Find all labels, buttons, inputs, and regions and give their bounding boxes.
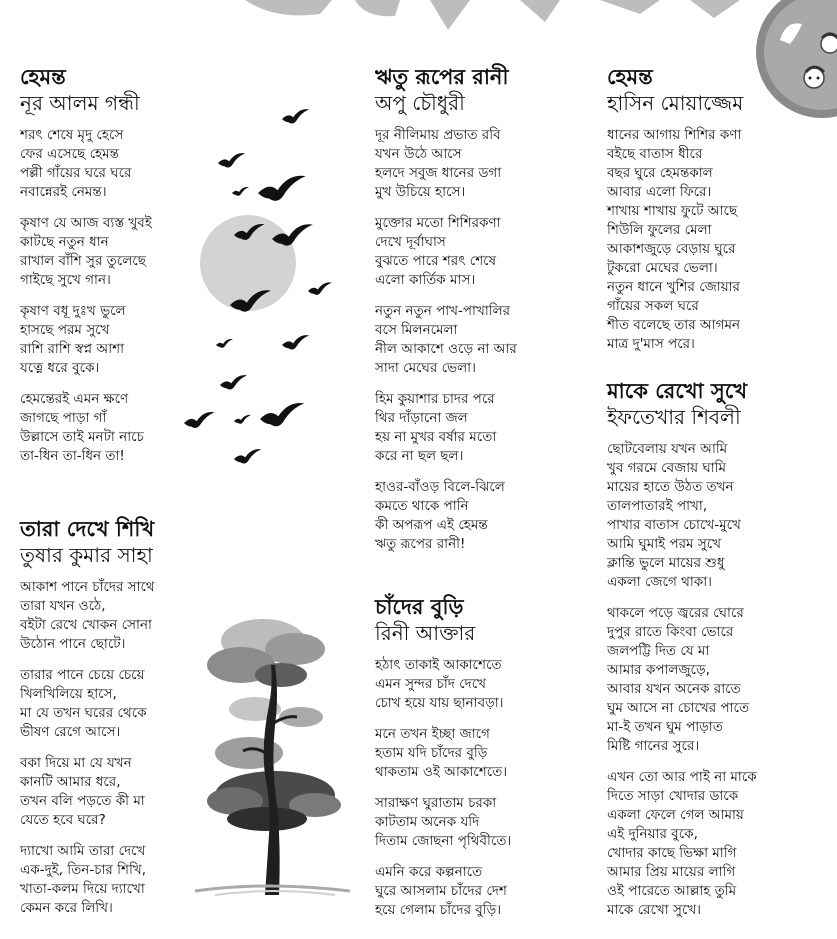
poem-line: দুপুর রাতে কিংবা ভোরে xyxy=(607,624,734,640)
poem-line: যেতে হবে ঘরে? xyxy=(20,812,106,828)
poem-line: নতুন ধানে খুশির জোয়ার xyxy=(607,279,740,295)
poem-line: দ্যাখো আমি তারা দেখে xyxy=(20,843,146,859)
poem-title: তারা দেখে শিখি xyxy=(20,517,155,541)
poem-line: উঠোন পানে ছোটে। xyxy=(20,636,126,652)
poem-line: গাইছে সুখে গান। xyxy=(20,272,111,288)
bird-icon xyxy=(184,412,215,428)
poem-line: বইটা রেখে খোকন সোনা xyxy=(20,617,152,633)
poem-hemanta-2 xyxy=(607,64,743,366)
poem-line: তা-ধিন তা-ধিন তা! xyxy=(20,448,125,464)
poem-line: ছোটবেলায় যখন আমি xyxy=(607,441,728,457)
poem-line: শিউলি ফুলের মেলা xyxy=(607,222,712,238)
bird-icon xyxy=(218,153,245,167)
poem-line: মনে তখন ইচ্ছা জাগে xyxy=(375,726,490,742)
poem-line: ক্লান্তি ভুলে মায়ের শুধু xyxy=(607,555,725,571)
poem-author: নূর আলম গন্ধী xyxy=(20,91,140,115)
poem-title: হেমন্ত xyxy=(20,65,66,89)
poem-line: এই দুনিয়ার বুকে, xyxy=(607,826,698,842)
poem-line: দিতাম জোছনা পৃথিবীতে। xyxy=(375,833,512,849)
bird-icon xyxy=(260,403,304,426)
poem-line: দেখে দূর্বাঘাস xyxy=(375,234,446,250)
stanza xyxy=(20,578,155,654)
poem-line: আবার এলো ফিরে। xyxy=(607,184,712,200)
poem-line: বছর ঘুরে হেমন্তকাল xyxy=(607,165,713,181)
poem-author: রিনী আক্তার xyxy=(375,621,476,645)
stanza xyxy=(375,725,511,782)
poem-line: আমার প্রিয় মায়ের লাগি xyxy=(607,864,736,880)
bird-icon xyxy=(234,449,261,463)
poem-line: কমতে থাকে পানি xyxy=(375,498,469,514)
poem-line: ফের এসেছে হেমন্ত xyxy=(20,146,119,162)
poem-line: হেমন্তেরই এমন ক্ষণে xyxy=(20,391,129,407)
poem-line: নতুন নতুন পাখ-পাখালির xyxy=(375,303,511,319)
poem-line: ঘুরে আসলাম চাঁদের দেশ xyxy=(375,883,507,899)
poem-author: তুষার কুমার সাহা xyxy=(20,543,153,567)
poem-line: সাদা মেঘের ভেলা। xyxy=(375,360,476,376)
poem-line: জাগছে পাড়া গাঁ xyxy=(20,410,107,426)
poem-title: হেমন্ত xyxy=(607,65,653,89)
poem-line: খোদার কাছে ভিক্ষা মাগি xyxy=(607,845,737,861)
poem-line: তারার পানে চেয়ে চেয়ে xyxy=(20,667,145,683)
poem-line: টুকরো মেঘের ভেলা। xyxy=(607,260,718,276)
poem-line: যত্নে ধরে বুকে। xyxy=(20,360,100,376)
bird-icon xyxy=(216,339,233,348)
poem-line: বইছে বাতাস ধীরে xyxy=(607,146,703,162)
poem-line: শরৎ শেষে মৃদু হেসে xyxy=(20,127,124,143)
poem-line: হিম কুয়াশার চাদর পরে xyxy=(375,391,495,407)
poem-line: সারাক্ষণ ঘুরাতাম চরকা xyxy=(375,795,497,811)
poem-line: একলা ফেলে গেল আমায় xyxy=(607,807,744,823)
poem-line: ওই পারেতে আল্লাহ তুমি xyxy=(607,883,737,899)
poem-line: হলদে সবুজ ধানের ডগা xyxy=(375,165,502,181)
poem-line: রাশি রাশি স্বপ্ন আশা xyxy=(20,341,125,357)
poem-chander-buri xyxy=(375,594,511,932)
bird-icon xyxy=(308,282,332,295)
poem-line: আকাশজুড়ে বেড়ায় ঘুরে xyxy=(607,241,736,257)
stanza xyxy=(375,390,517,466)
poem-line: রাখাল বাঁশি সুর তুলেছে xyxy=(20,253,146,269)
poem-line: থির দাঁড়ানো জল xyxy=(375,410,468,426)
poem-line: কৃষাণ যে আজ ব্যস্ত খুবই xyxy=(20,215,152,231)
header-banner-shapes xyxy=(0,0,837,40)
poem-title: ঋতু রূপের রানী xyxy=(375,65,509,89)
stanza xyxy=(375,794,511,851)
poem-author: ইফতেখার শিবলী xyxy=(607,405,741,429)
poem-line: হাওর-বাঁওড় বিলে-ঝিলে xyxy=(375,479,505,495)
poem-line: শাখায় শাখায় ফুটে আছে xyxy=(607,203,738,219)
poem-line: এক-দুই, তিন-চার শিখি, xyxy=(20,862,146,878)
poem-line: তারা যখন ওঠে, xyxy=(20,598,106,614)
bird-icon xyxy=(282,335,309,349)
poem-line: চোখ হয়ে যায় ছানাবড়া। xyxy=(375,695,504,711)
poem-line: মিষ্টি গানের সুরে। xyxy=(607,738,700,754)
poem-tara-dekhe-shikhi xyxy=(20,516,155,930)
kids-badge xyxy=(750,0,837,120)
poem-line: থাকতাম ওই আকাশেতে। xyxy=(375,764,508,780)
stanza xyxy=(20,126,152,202)
poem-title: চাঁদের বুড়ি xyxy=(375,595,464,619)
poem-line: শীত বলেছে তার আগমন xyxy=(607,317,741,333)
poem-ritu-ruper-rani xyxy=(375,64,517,566)
poem-line: করে না ছল ছল। xyxy=(375,448,464,464)
stanza xyxy=(20,842,155,918)
poem-line: থাকলে পড়ে জ্বরের ঘোরে xyxy=(607,605,744,621)
stanza xyxy=(20,302,152,378)
stanza xyxy=(375,214,517,290)
stanza xyxy=(20,214,152,290)
poem-line: আমি ঘুমাই পরম সুখে xyxy=(607,536,722,552)
stanza xyxy=(607,440,757,592)
poem-line: ভীষণ রেগে আসে। xyxy=(20,724,121,740)
stanza xyxy=(375,478,517,554)
stanza xyxy=(607,768,757,920)
poem-line: খিলখিলিয়ে হাসে, xyxy=(20,686,117,702)
poem-line: মাত্র দু'মাস পরে। xyxy=(607,336,695,352)
poem-line: হঠাৎ তাকাই আকাশেতে xyxy=(375,657,502,673)
poem-line: যখন উঠে আসে xyxy=(375,146,462,162)
bird-icon xyxy=(232,187,249,196)
poem-line: কানটি আমার ধরে, xyxy=(20,774,121,790)
poem-line: ঘুম আসে না চোখের পাতে xyxy=(607,700,750,716)
poem-line: আকাশ পানে চাঁদের সাথে xyxy=(20,579,155,595)
poem-line: জলপট্টি দিত যে মা xyxy=(607,643,710,659)
stanza xyxy=(375,863,511,920)
poem-line: তালপাতারই পাখা, xyxy=(607,498,708,514)
kids-badge-icon xyxy=(750,0,837,120)
poem-line: বুঝতে পারে শরৎ শেষে xyxy=(375,253,497,269)
poem-line: তখন বলি পড়তে কী মা xyxy=(20,793,145,809)
poem-line: এখন তো আর পাই না মাকে xyxy=(607,769,757,785)
poem-line: আমার কপালজুড়ে, xyxy=(607,662,710,678)
stanza xyxy=(375,126,517,202)
poem-line: আবার যখন অনেক রাতে xyxy=(607,681,741,697)
stanza xyxy=(607,126,743,354)
poem-line: পল্লী গাঁয়ের ঘরে ঘরে xyxy=(20,165,132,181)
poem-line: বসে মিলনমেলা xyxy=(375,322,458,338)
stanza xyxy=(20,390,152,466)
poem-line: মুখ উচিয়ে হাসে। xyxy=(375,184,466,200)
poem-line: ধানের আগায় শিশির কণা xyxy=(607,127,742,143)
poem-line: খুব গরমে বেজায় ঘামি xyxy=(607,460,726,476)
poem-line: দূর নীলিমায় প্রভাত রবি xyxy=(375,127,501,143)
poem-line: ঋতু রূপের রানী! xyxy=(375,536,466,552)
poem-line: এলো কার্তিক মাস। xyxy=(375,272,476,288)
poem-line: মাকে রেখো সুখে। xyxy=(607,902,702,918)
poem-line: নীল আকাশে ওড়ে না আর xyxy=(375,341,517,357)
poem-line: মুক্তোর মতো শিশিরকণা xyxy=(375,215,501,231)
poem-line: নবান্নেরই নেমন্ত। xyxy=(20,184,107,200)
poem-title: মাকে রেখো সুখে xyxy=(607,379,747,403)
tree-illustration xyxy=(185,605,360,900)
poem-line: হতাম যদি চাঁদের বুড়ি xyxy=(375,745,488,761)
poem-line: একলা জেগে থাকা। xyxy=(607,574,712,590)
poem-line: উল্লাসে তাই মনটা নাচে xyxy=(20,429,144,445)
stanza xyxy=(607,604,757,756)
poem-line: কৃষাণ বধূ দুঃখ ভুলে xyxy=(20,303,126,319)
moon-icon xyxy=(200,215,296,311)
poem-line: এমনি করে কল্পনাতে xyxy=(375,864,483,880)
poem-line: পাখার বাতাস চোখে-মুখে xyxy=(607,517,741,533)
bird-icon xyxy=(234,415,251,424)
poem-line: খাতা-কলম দিয়ে দ্যাখো xyxy=(20,881,145,897)
bird-icon xyxy=(258,176,306,201)
poem-line: কী অপরূপ এই হেমন্ত xyxy=(375,517,488,533)
poem-author: হাসিন মোয়াজ্জেম xyxy=(607,91,744,115)
stanza xyxy=(20,754,155,830)
poem-line: হাসছে পরম সুখে xyxy=(20,322,110,338)
stanza xyxy=(20,666,155,742)
stanza xyxy=(375,656,511,713)
poem-line: দিতে সাড়া খোদার ডাকে xyxy=(607,788,739,804)
poem-line: মা যে তখন ঘরের থেকে xyxy=(20,705,147,721)
poem-line: হয় না মুখর বর্ষার মতো xyxy=(375,429,497,445)
bird-icon xyxy=(220,375,247,389)
poem-line: মায়ের হাতে উঠত তখন xyxy=(607,479,734,495)
poem-line: বকা দিয়ে মা যে যখন xyxy=(20,755,132,771)
poem-author: অপু চৌধুরী xyxy=(375,91,465,115)
stanza xyxy=(375,302,517,378)
poem-line: কাটছে নতুন ধান xyxy=(20,234,109,250)
poem-make-rekho-sukhe xyxy=(607,378,757,932)
poem-line: মা-ই তখন ঘুম পাড়াত xyxy=(607,719,723,735)
poem-line: হয়ে গেলাম চাঁদের বুড়ি। xyxy=(375,902,502,918)
poem-hemanta-1 xyxy=(20,64,152,478)
poem-line: গাঁয়ের সকল ঘরে xyxy=(607,298,699,314)
poem-line: এমন সুন্দর চাঁদ দেখে xyxy=(375,676,487,692)
poem-line: কেমন করে লিখি। xyxy=(20,900,113,916)
birds-moon-illustration xyxy=(180,105,340,475)
poem-line: কাটতাম অনেক যদি xyxy=(375,814,480,830)
bird-icon xyxy=(282,109,309,123)
